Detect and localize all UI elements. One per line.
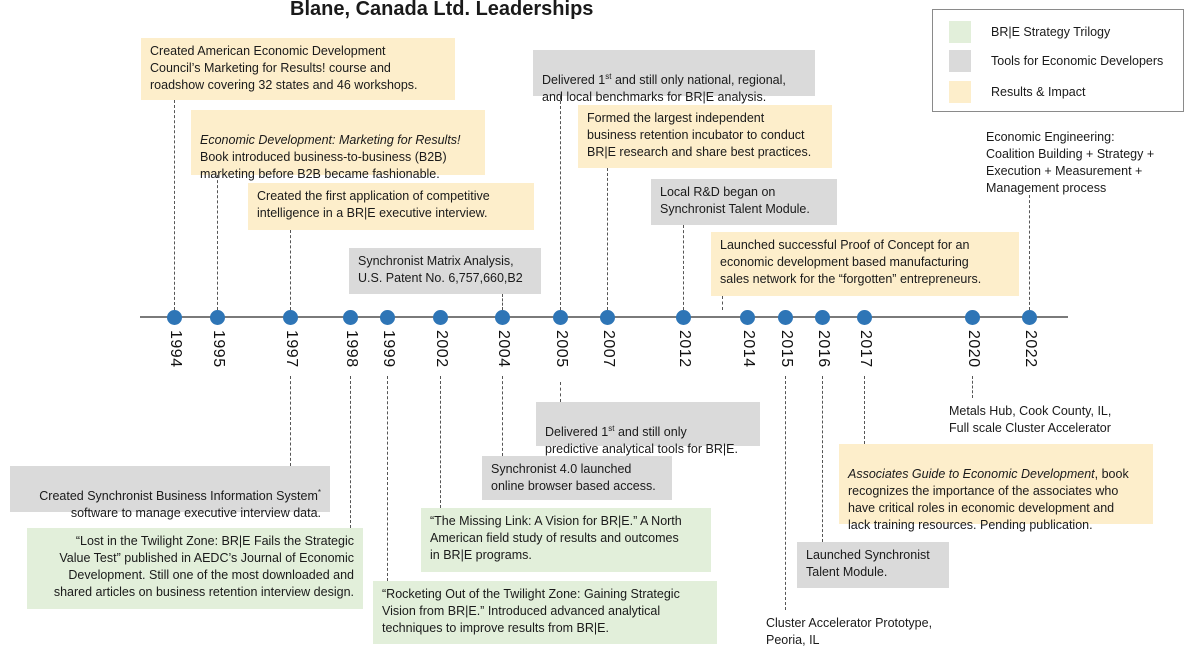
year-label: 1999 [380,330,397,368]
connector [174,100,175,310]
event-text: Delivered 1 [545,425,609,439]
year-label: 2012 [676,330,693,368]
year-label: 2016 [815,330,832,368]
year-label: 2015 [778,330,795,368]
legend-label: Tools for Economic Developers [991,54,1164,68]
year-label: 1998 [343,330,360,368]
year-label: 1994 [167,330,184,368]
year-label: 2020 [965,330,982,368]
event-text: and still only predictive analytical tools for BR|E. [545,425,738,456]
connector [350,376,351,528]
event-box-1998: “Lost in the Twilight Zone: BR|E Fails the Strategic Value Test” published in AEDC’s Journal of Economic Development. Still one of the most downloaded and shared articles on business retention interview design. [27,528,363,609]
event-box-2014: Launched successful Proof of Concept for an economic development based manufacturing sales network for the “forgotten” entrepreneurs. [711,232,1019,296]
event-box-2005-benchmarks [533,50,815,104]
event-box-2002: “The Missing Link: A Vision for BR|E.” A North American field study of results and outcomes in BR|E programs. [421,508,711,572]
connector [290,376,291,466]
timeline-dot [433,310,448,325]
legend-label: BR|E Strategy Trilogy [991,25,1111,39]
timeline-dot [283,310,298,325]
timeline-dot [553,310,568,325]
connector [290,230,291,310]
event-text: and still only national, regional, and local benchmarks for BR|E analysis. [542,73,786,104]
event-box-2005-predictive [536,402,760,456]
superscript: st [608,423,615,433]
legend-swatch-yellow [949,81,971,103]
legend-label: Results & Impact [991,85,1086,99]
timeline-dot [676,310,691,325]
connector [722,296,723,310]
timeline-dot [167,310,182,325]
year-label: 2014 [740,330,757,368]
connector [785,376,786,610]
event-box-1997-system [10,466,330,520]
event-box-2015: Cluster Accelerator Prototype, Peoria, IL [766,616,933,647]
connector [560,382,561,402]
event-box-2020: Metals Hub, Cook County, IL, Full scale Cluster Accelerator [949,404,1112,435]
event-text: Book introduced business-to-business (B2B) marketing before B2B became fashionable. [200,150,447,181]
connector [864,376,865,444]
book-title: Associates Guide to Economic Development [848,467,1095,481]
event-text: Delivered 1 [542,73,606,87]
timeline-dot [965,310,980,325]
connector [683,225,684,310]
event-box-2004-patent: Synchronist Matrix Analysis, U.S. Patent No. 6,757,660,B2 [349,248,541,294]
connector [1029,195,1030,310]
year-label: 2007 [600,330,617,368]
timeline-dot [1022,310,1037,325]
timeline-dot [778,310,793,325]
event-box-1999: “Rocketing Out of the Twilight Zone: Gaining Strategic Vision from BR|E.” Introduced advanced analytical techniques to improve results from BR|E. [373,581,717,644]
timeline-dot [600,310,615,325]
connector [387,376,388,581]
legend [932,9,1184,112]
event-box-1994: Created American Economic Development Council’s Marketing for Results! course and roadshow covering 32 states and 46 workshops. [141,38,455,100]
connector [560,96,561,310]
event-box-2004-launch: Synchronist 4.0 launched online browser based access. [482,456,672,500]
year-label: 2017 [857,330,874,368]
year-label: 1997 [283,330,300,368]
timeline-dot [740,310,755,325]
event-box-2016: Launched Synchronist Talent Module. [797,542,949,588]
event-text: , book recognizes the importance of the associates who have critical roles in economic development and lack training resources. Pending publication. [848,467,1129,532]
connector [440,376,441,508]
timeline-dot [857,310,872,325]
legend-swatch-gray [949,50,971,72]
timeline-dot [495,310,510,325]
timeline-dot [343,310,358,325]
event-box-1995 [191,110,485,181]
connector [502,376,503,456]
event-box-2022: Economic Engineering: Coalition Building + Strategy + Execution + Measurement + Management process [986,130,1155,195]
connector [502,294,503,310]
timeline-dot [380,310,395,325]
book-title: Economic Development: Marketing for Results! [200,133,461,147]
year-label: 2022 [1022,330,1039,368]
year-label: 2002 [433,330,450,368]
year-label: 2004 [495,330,512,368]
timeline-dot [815,310,830,325]
event-box-2012: Local R&D began on Synchronist Talent Module. [651,179,837,225]
page-title: Blane, Canada Ltd. Leaderships [290,0,594,20]
connector [822,376,823,542]
event-text: Created Synchronist Business Information System [39,489,318,503]
connector [607,168,608,310]
timeline-dot [210,310,225,325]
event-box-2017 [839,444,1153,532]
event-box-2007: Formed the largest independent business retention incubator to conduct BR|E research and share best practices. [578,105,832,168]
superscript: * [317,487,321,497]
year-label: 1995 [210,330,227,368]
superscript: st [605,71,612,81]
connector [972,376,973,398]
event-text: software to manage executive interview data. [70,506,321,520]
year-label: 2005 [553,330,570,368]
legend-swatch-green [949,21,971,43]
event-box-1997: Created the first application of competitive intelligence in a BR|E executive interview. [248,183,534,230]
